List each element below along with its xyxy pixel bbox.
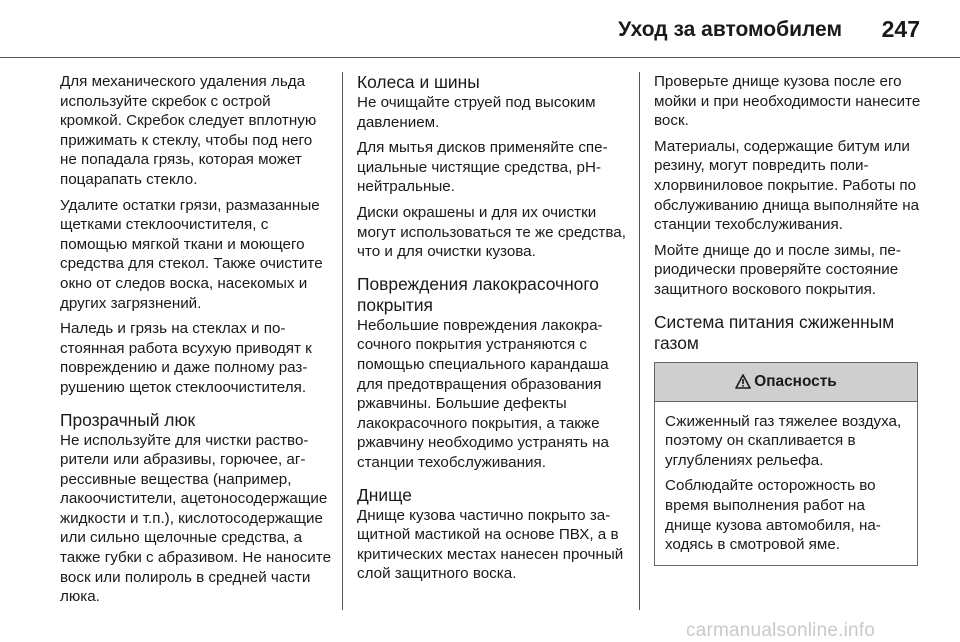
paragraph: Соблюдайте осторожность во время выполнения работ на днище кузова автомобиля, находясь в смотровой яме. <box>665 477 881 554</box>
paragraph: Проверьте днище кузова после его мойки и при необходимости нанесите воск. <box>654 73 921 130</box>
page-number: 247 <box>881 16 920 42</box>
warning-triangle-icon <box>735 374 751 389</box>
warning-title: Опасность <box>754 372 837 390</box>
chapter-title: Уход за автомобилем <box>618 18 842 41</box>
section-heading-underbody: Днище <box>357 484 412 505</box>
warning-box <box>654 362 918 566</box>
column-left <box>60 72 332 613</box>
paragraph: Сжиженный газ тяжелее воздуха, поэтому он скапливается в углублениях рельефа. <box>665 412 902 469</box>
section-heading-wheels: Колеса и шины <box>357 72 480 92</box>
column-right <box>654 72 926 566</box>
warning-header <box>655 363 917 402</box>
paragraph: Для механического удаления льда используйте скребок с острой кромкой. Скребок следует вплотную прижимать к стеклу, чтобы под него не попадала грязь, которая может поцарапать стекло. <box>60 73 317 188</box>
paragraph: Небольшие повреждения лакокрасочного покрытия устраняются с помощью специального карандаша для предотвращения образования ржавчины. Большие дефекты лакокрасочного покрытия, а также ржавчину необходимо устранять на станции техобслуживания. <box>357 316 609 471</box>
section-heading-sunroof: Прозрачный люк <box>60 409 196 430</box>
paragraph: Удалите остатки грязи, размазанные щетками стеклоочистителя, с помощью мягкой ткани и моющего средства для стекол. Также очистите окно от следов воска, насекомых и других загрязнений. <box>60 196 323 312</box>
header-divider <box>0 57 960 58</box>
warning-body <box>655 402 917 565</box>
paragraph: Материалы, содержащие битум или резину, могут повредить полихлорвиниловое покрытие. Работы по обслуживанию днища выполняйте на станции техобслуживания. <box>654 137 920 234</box>
column-divider <box>639 72 640 610</box>
column-divider <box>342 72 343 610</box>
paragraph: Не используйте для чистки растворители или абразивы, горючее, агрессивные вещества (например, лакоочистители, ацетоносодержащие жидкости и т.п.), кислотосодержащие или сильно щелочные средства, а также губки с абразивом. Не наносите воск или полироль в средней части люка. <box>60 431 332 606</box>
paragraph: Не очищайте струей под высоким давлением. <box>357 94 596 131</box>
column-middle <box>357 72 629 590</box>
paragraph: Наледь и грязь на стеклах и постоянная работа всухую приводят к повреждению и даже полному разрушению щеток стеклоочистителя. <box>60 320 312 396</box>
paragraph: Мойте днище до и после зимы, периодически проверяйте состояние защитного воскового покрытия. <box>654 241 901 298</box>
paragraph: Днище кузова частично покрыто защитной мастикой на основе ПВХ, а в критических местах нанесен прочный слой защитного воска. <box>357 506 624 583</box>
watermark-text: carmanualsonline.info <box>686 620 876 641</box>
section-heading-paint: Повреждения лакокрасочного покрытия <box>357 273 599 315</box>
paragraph: Диски окрашены и для их очистки могут использоваться те же средства, что и для очистки кузова. <box>357 203 626 261</box>
section-heading-lpg: Система питания сжиженным газом <box>654 311 895 353</box>
page-header <box>0 0 960 58</box>
paragraph: Для мытья дисков применяйте специальные чистящие средства, pH-нейтральные. <box>357 139 608 196</box>
